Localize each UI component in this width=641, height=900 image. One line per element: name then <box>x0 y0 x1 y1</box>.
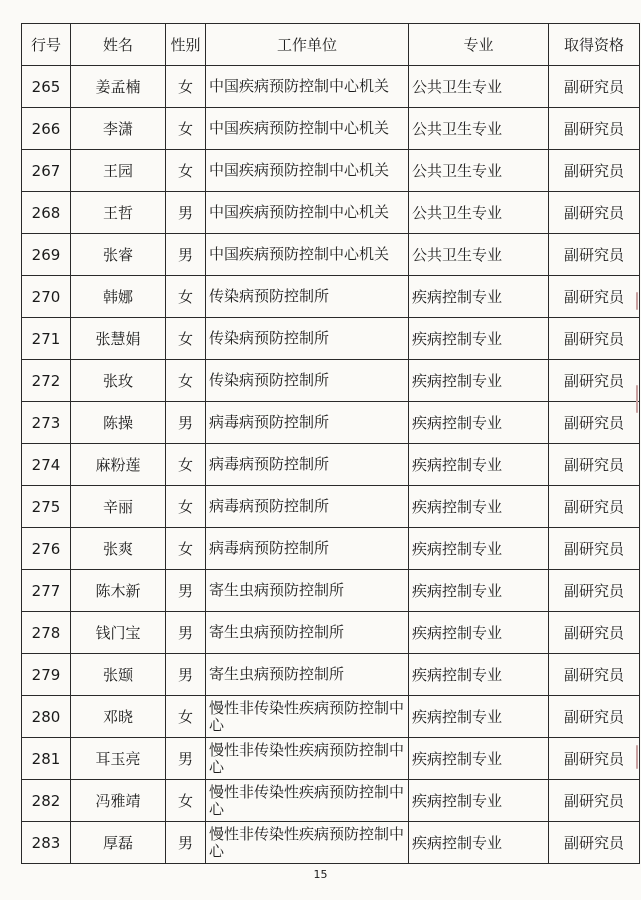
table-row <box>22 318 640 360</box>
cell-gender: 男 <box>166 570 206 612</box>
cell-name: 王哲 <box>71 192 166 234</box>
cell-row-number: 276 <box>22 528 71 570</box>
cell-name: 张睿 <box>71 234 166 276</box>
table-header-row <box>22 24 640 66</box>
cell-major: 疾病控制专业 <box>409 612 549 654</box>
cell-name: 李潇 <box>71 108 166 150</box>
cell-gender: 男 <box>166 234 206 276</box>
cell-qualification: 副研究员 <box>549 108 640 150</box>
cell-gender: 女 <box>166 444 206 486</box>
cell-gender: 男 <box>166 402 206 444</box>
cell-major: 公共卫生专业 <box>409 150 549 192</box>
cell-work-unit: 寄生虫病预防控制所 <box>206 654 409 696</box>
cell-name: 冯雅靖 <box>71 780 166 822</box>
cell-qualification: 副研究员 <box>549 234 640 276</box>
header-name: 姓名 <box>71 24 166 66</box>
cell-gender: 女 <box>166 318 206 360</box>
cell-name: 王园 <box>71 150 166 192</box>
cell-major: 疾病控制专业 <box>409 822 549 864</box>
cell-major: 公共卫生专业 <box>409 66 549 108</box>
cell-name: 张玫 <box>71 360 166 402</box>
cell-work-unit: 病毒病预防控制所 <box>206 402 409 444</box>
cell-gender: 男 <box>166 822 206 864</box>
cell-name: 陈木新 <box>71 570 166 612</box>
table-row <box>22 528 640 570</box>
cell-row-number: 280 <box>22 696 71 738</box>
cell-row-number: 270 <box>22 276 71 318</box>
cell-qualification: 副研究员 <box>549 570 640 612</box>
cell-name: 张慧娟 <box>71 318 166 360</box>
cell-row-number: 279 <box>22 654 71 696</box>
cell-work-unit: 中国疾病预防控制中心机关 <box>206 234 409 276</box>
cell-work-unit: 寄生虫病预防控制所 <box>206 570 409 612</box>
cell-row-number: 282 <box>22 780 71 822</box>
edge-mark <box>636 385 638 413</box>
cell-name: 姜孟楠 <box>71 66 166 108</box>
table-row <box>22 696 640 738</box>
cell-work-unit: 中国疾病预防控制中心机关 <box>206 108 409 150</box>
cell-gender: 女 <box>166 150 206 192</box>
cell-qualification: 副研究员 <box>549 696 640 738</box>
page-number: 15 <box>313 868 328 881</box>
cell-qualification: 副研究员 <box>549 360 640 402</box>
table-row <box>22 192 640 234</box>
cell-qualification: 副研究员 <box>549 66 640 108</box>
cell-major: 疾病控制专业 <box>409 528 549 570</box>
cell-work-unit: 寄生虫病预防控制所 <box>206 612 409 654</box>
cell-major: 疾病控制专业 <box>409 570 549 612</box>
cell-gender: 男 <box>166 192 206 234</box>
cell-row-number: 268 <box>22 192 71 234</box>
table-row <box>22 150 640 192</box>
cell-gender: 女 <box>166 528 206 570</box>
cell-row-number: 269 <box>22 234 71 276</box>
table-row <box>22 66 640 108</box>
cell-row-number: 265 <box>22 66 71 108</box>
cell-row-number: 283 <box>22 822 71 864</box>
cell-major: 疾病控制专业 <box>409 276 549 318</box>
cell-qualification: 副研究员 <box>549 738 640 780</box>
cell-work-unit: 中国疾病预防控制中心机关 <box>206 192 409 234</box>
cell-work-unit: 传染病预防控制所 <box>206 360 409 402</box>
cell-work-unit: 传染病预防控制所 <box>206 276 409 318</box>
cell-major: 疾病控制专业 <box>409 780 549 822</box>
cell-major: 公共卫生专业 <box>409 108 549 150</box>
cell-qualification: 副研究员 <box>549 150 640 192</box>
table-row <box>22 654 640 696</box>
cell-qualification: 副研究员 <box>549 486 640 528</box>
cell-row-number: 273 <box>22 402 71 444</box>
cell-name: 韩娜 <box>71 276 166 318</box>
cell-major: 疾病控制专业 <box>409 402 549 444</box>
table-row <box>22 780 640 822</box>
cell-qualification: 副研究员 <box>549 528 640 570</box>
cell-row-number: 281 <box>22 738 71 780</box>
cell-qualification: 副研究员 <box>549 444 640 486</box>
cell-major: 疾病控制专业 <box>409 360 549 402</box>
cell-work-unit: 慢性非传染性疾病预防控制中心 <box>206 696 409 738</box>
header-gender: 性别 <box>166 24 206 66</box>
table-row <box>22 108 640 150</box>
cell-work-unit: 慢性非传染性疾病预防控制中心 <box>206 822 409 864</box>
cell-qualification: 副研究员 <box>549 318 640 360</box>
cell-gender: 男 <box>166 654 206 696</box>
table-row <box>22 570 640 612</box>
table-row <box>22 402 640 444</box>
table-row <box>22 360 640 402</box>
cell-gender: 女 <box>166 108 206 150</box>
cell-gender: 男 <box>166 738 206 780</box>
cell-row-number: 278 <box>22 612 71 654</box>
cell-gender: 男 <box>166 612 206 654</box>
cell-name: 张颋 <box>71 654 166 696</box>
cell-major: 疾病控制专业 <box>409 738 549 780</box>
cell-gender: 女 <box>166 360 206 402</box>
cell-name: 辛丽 <box>71 486 166 528</box>
cell-row-number: 267 <box>22 150 71 192</box>
cell-qualification: 副研究员 <box>549 654 640 696</box>
cell-name: 张爽 <box>71 528 166 570</box>
cell-gender: 女 <box>166 780 206 822</box>
cell-row-number: 272 <box>22 360 71 402</box>
table-row <box>22 612 640 654</box>
cell-name: 钱门宝 <box>71 612 166 654</box>
header-major: 专业 <box>409 24 549 66</box>
cell-major: 公共卫生专业 <box>409 234 549 276</box>
cell-major: 疾病控制专业 <box>409 696 549 738</box>
cell-name: 耳玉亮 <box>71 738 166 780</box>
cell-work-unit: 慢性非传染性疾病预防控制中心 <box>206 738 409 780</box>
table-row <box>22 234 640 276</box>
cell-name: 陈操 <box>71 402 166 444</box>
cell-qualification: 副研究员 <box>549 192 640 234</box>
cell-work-unit: 病毒病预防控制所 <box>206 444 409 486</box>
header-work-unit: 工作单位 <box>206 24 409 66</box>
cell-major: 公共卫生专业 <box>409 192 549 234</box>
table-row <box>22 276 640 318</box>
cell-work-unit: 中国疾病预防控制中心机关 <box>206 66 409 108</box>
edge-mark <box>636 745 638 769</box>
cell-qualification: 副研究员 <box>549 612 640 654</box>
cell-row-number: 274 <box>22 444 71 486</box>
cell-work-unit: 传染病预防控制所 <box>206 318 409 360</box>
table-row <box>22 738 640 780</box>
cell-name: 邓晓 <box>71 696 166 738</box>
cell-qualification: 副研究员 <box>549 780 640 822</box>
header-qualification: 取得资格 <box>549 24 640 66</box>
cell-row-number: 271 <box>22 318 71 360</box>
qualification-table <box>21 23 640 864</box>
table-row <box>22 444 640 486</box>
cell-work-unit: 慢性非传染性疾病预防控制中心 <box>206 780 409 822</box>
cell-work-unit: 病毒病预防控制所 <box>206 486 409 528</box>
cell-gender: 女 <box>166 276 206 318</box>
cell-qualification: 副研究员 <box>549 822 640 864</box>
cell-row-number: 277 <box>22 570 71 612</box>
cell-row-number: 266 <box>22 108 71 150</box>
cell-gender: 女 <box>166 696 206 738</box>
cell-major: 疾病控制专业 <box>409 486 549 528</box>
cell-row-number: 275 <box>22 486 71 528</box>
cell-qualification: 副研究员 <box>549 402 640 444</box>
cell-qualification: 副研究员 <box>549 276 640 318</box>
cell-gender: 女 <box>166 486 206 528</box>
cell-major: 疾病控制专业 <box>409 318 549 360</box>
edge-mark <box>636 292 638 310</box>
cell-name: 厚磊 <box>71 822 166 864</box>
header-row-number: 行号 <box>22 24 71 66</box>
cell-gender: 女 <box>166 66 206 108</box>
table-row <box>22 486 640 528</box>
table-row <box>22 822 640 864</box>
cell-major: 疾病控制专业 <box>409 654 549 696</box>
table-body <box>22 66 640 864</box>
cell-work-unit: 病毒病预防控制所 <box>206 528 409 570</box>
cell-name: 麻粉莲 <box>71 444 166 486</box>
cell-major: 疾病控制专业 <box>409 444 549 486</box>
cell-work-unit: 中国疾病预防控制中心机关 <box>206 150 409 192</box>
